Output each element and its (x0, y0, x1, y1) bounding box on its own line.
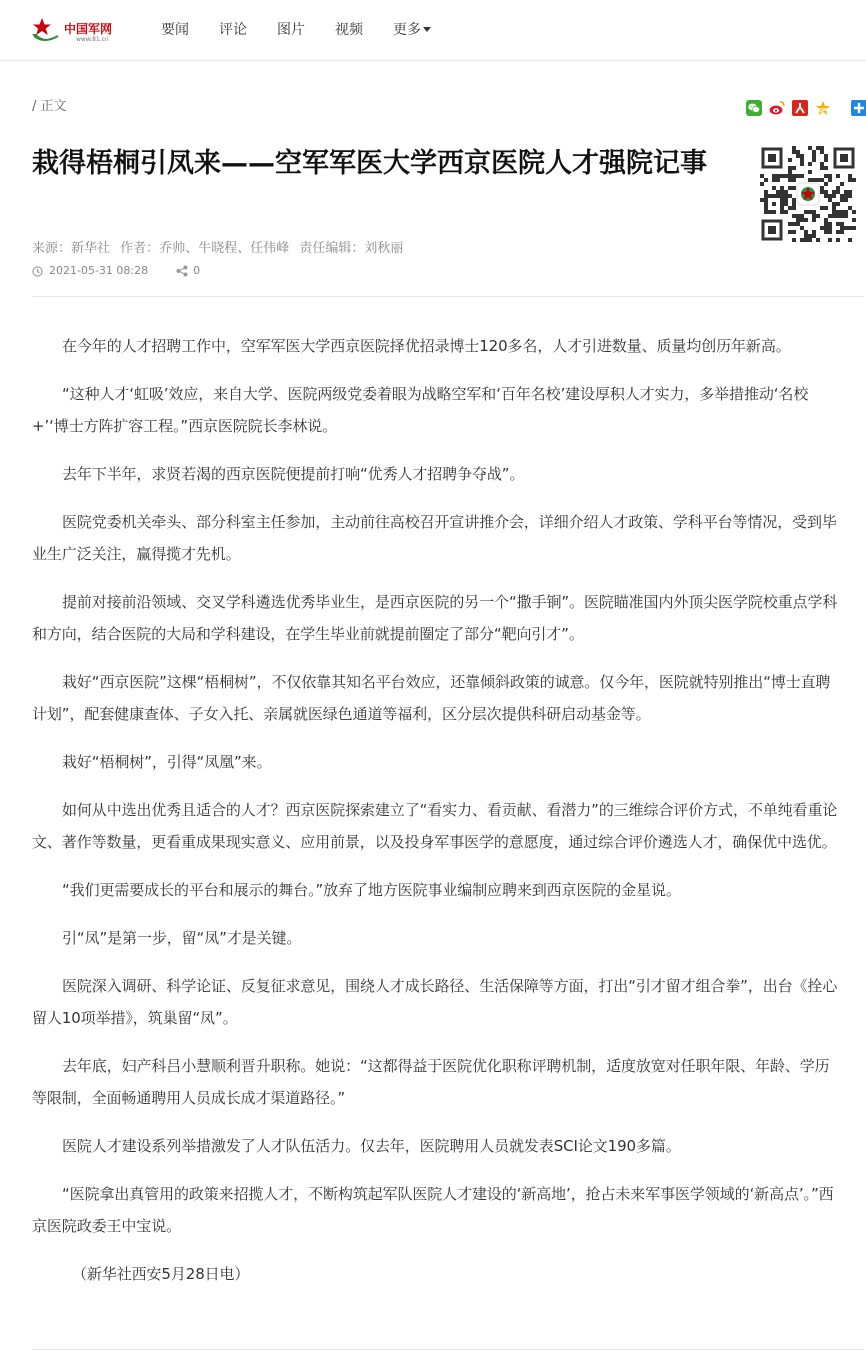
source-label: 来源： (32, 241, 72, 256)
logo-text: 中国军网 (64, 22, 113, 36)
wechat-icon[interactable] (746, 100, 762, 116)
paragraph: “我们更需要成长的平台和展示的舞台。”放弃了地方医院事业编制应聘来到西京医院的金星说。 (62, 881, 681, 899)
source-value: 新华社 (71, 241, 111, 256)
nav-item-more-label: 更多 (393, 22, 421, 38)
nav-item-video[interactable]: 视频 (335, 22, 363, 38)
paragraph: 医院党委机关牵头、部分科室主任参加，主动前往高校召开宣讲推介会，详细介绍人才政策、学科平台等情况，受到毕业生广泛关注，赢得揽才先机。 (32, 513, 837, 563)
paragraph: 提前对接前沿领域、交叉学科遴选优秀毕业生，是西京医院的另一个“撒手锏”。医院瞄准国内外顶尖医学院校重点学科和方向，结合医院的大局和学科建设，在学生毕业前就提前圈定了部分“靶向引才”。 (32, 593, 838, 643)
paragraph: 去年底，妇产科吕小慧顺利晋升职称。她说：“这都得益于医院优化职称评聘机制，适度放宽对任职年限、年龄、学历等限制，全面畅通聘用人员成长成才渠道路径。” (32, 1057, 830, 1107)
qzone-icon[interactable] (815, 100, 831, 116)
nav-item-photos[interactable]: 图片 (277, 22, 305, 38)
paragraph: “这种人才‘虹吸’效应，来自大学、医院两级党委着眼为战略空军和‘百年名校’建设厚积人才实力，多举措推动‘名校+’‘博士方阵扩容工程。”西京医院院长李林说。 (32, 385, 809, 435)
paragraph: 去年下半年，求贤若渴的西京医院便提前打响“优秀人才招聘争夺战”。 (62, 465, 525, 483)
article-meta (32, 239, 403, 259)
top-navigation-bar (0, 0, 866, 61)
nav-item-more[interactable] (393, 20, 431, 40)
paragraph: 医院人才建设系列举措激发了人才队伍活力。仅去年，医院聘用人员就发表SCI论文190多篇。 (62, 1137, 681, 1155)
site-logo[interactable] (30, 16, 120, 44)
paragraph: “医院拿出真管用的政策来招揽人才，不断构筑起军队医院人才建设的‘新高地’，抢占未来军事医学领域的‘新高点’。”西京医院政委王中宝说。 (32, 1185, 834, 1235)
article-meta-secondary (32, 262, 200, 280)
header-divider (32, 296, 864, 297)
author-value: 乔帅、牛晓程、任伟峰 (159, 241, 290, 256)
weibo-icon[interactable] (769, 100, 785, 116)
paragraph: 医院深入调研、科学论证、反复征求意见，围绕人才成长路径、生活保障等方面，打出“引才留才组合拳”，出台《拴心留人10项举措》，筑巢留“凤”。 (32, 977, 838, 1027)
logo-url-text: www.81.cn (76, 36, 109, 43)
author-label: 作者： (120, 241, 160, 256)
paragraph: 栽好“梧桐树”，引得“凤凰”来。 (62, 753, 272, 771)
nav-item-news[interactable]: 要闻 (161, 22, 189, 38)
paragraph: 如何从中选出优秀且适合的人才？西京医院探索建立了“看实力、看贡献、看潜力”的三维综合评价方式，不单纯看重论文、著作等数量，更看重成果现实意义、应用前景，以及投身军事医学的意愿度，通过综合评价遴选人才，确保优中选优。 (32, 801, 838, 851)
article-title: 栽得梧桐引凤来——空军军医大学西京医院人才强院记事 (32, 148, 707, 179)
footer-divider (32, 1349, 864, 1350)
share-bar (746, 100, 866, 118)
paragraph: 在今年的人才招聘工作中，空军军医大学西京医院择优招录博士120多名，人才引进数量、质量均创历年新高。 (62, 337, 791, 355)
article-source-line: （新华社西安5月28日电） (72, 1265, 250, 1283)
share-icon[interactable] (176, 265, 188, 277)
paragraph: 引“凤”是第一步，留“凤”才是关键。 (62, 929, 302, 947)
renren-icon[interactable] (792, 100, 808, 116)
main-nav (161, 20, 461, 40)
logo-emblem-icon (30, 16, 62, 44)
editor-value: 刘秋丽 (364, 241, 404, 256)
share-count: 0 (193, 264, 201, 277)
editor-label: 责任编辑： (299, 241, 365, 256)
publish-datetime: 2021-05-31 08:28 (49, 264, 149, 277)
clock-icon (32, 266, 43, 277)
caret-down-icon (423, 27, 431, 32)
nav-item-comment[interactable]: 评论 (219, 22, 247, 38)
paragraph: 栽好“西京医院”这棵“梧桐树”，不仅依靠其知名平台效应，还靠倾斜政策的诚意。仅今年，医院就特别推出“博士直聘计划”，配套健康查体、子女入托、亲属就医绿色通道等福利，区分层次提供科研启动基金等。 (32, 673, 831, 723)
plus-icon[interactable] (851, 100, 866, 116)
qr-code-image (760, 146, 856, 242)
article-body (32, 330, 840, 1306)
breadcrumb: / 正文 (32, 99, 67, 114)
